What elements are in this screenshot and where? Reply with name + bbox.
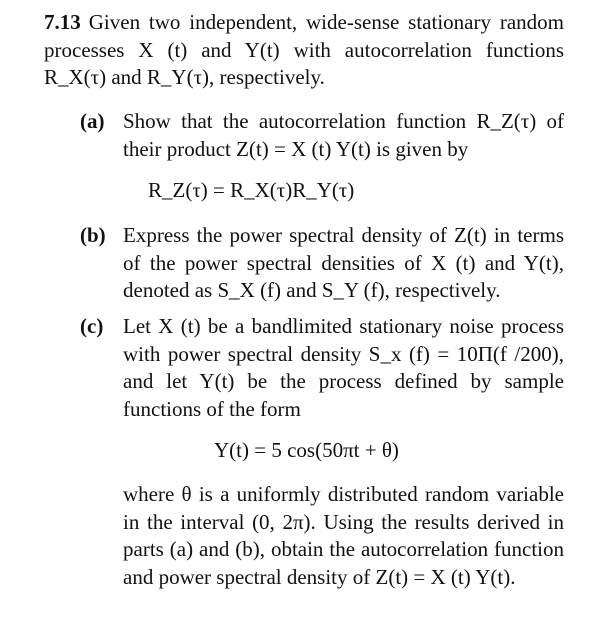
part-a [80,108,564,163]
problem-intro: Given two independent, wide-sense stationary random processes X (t) and Y(t) with autocorrelation functions R_X(τ) and R_Y(τ), respectively. [44,10,564,89]
part-a-text: Show that the autocorrelation function R_Z(τ) of their product Z(t) = X (t) Y(t) is given by [123,109,564,161]
part-b [80,222,564,305]
problem-number: 7.13 [44,10,81,34]
part-a-label: (a) [80,109,105,133]
part-a-equation: R_Z(τ) = R_X(τ)R_Y(τ) [148,178,355,202]
problem-statement [44,9,564,92]
part-c-label: (c) [80,314,104,338]
part-b-label: (b) [80,223,106,247]
part-c-equation: Y(t) = 5 cos(50πt + θ) [214,438,399,462]
part-c-text: Let X (t) be a bandlimited stationary noise process with power spectral density S_x (f) = 10Π(f /200), and let Y(t) be the process defined by sample functions of the form [123,314,564,421]
part-c-continuation: where θ is a uniformly distributed random variable in the interval (0, 2π). Using the results derived in parts (a) and (b), obtain the autocorrelation function and power spectral density of Z(t) = X (t) Y(t). [123,482,564,589]
part-b-text: Express the power spectral density of Z(t) in terms of the power spectral densities of X (t) and Y(t), denoted as S_X (f) and S_Y (f), respectively. [123,223,564,302]
part-c [80,313,564,423]
